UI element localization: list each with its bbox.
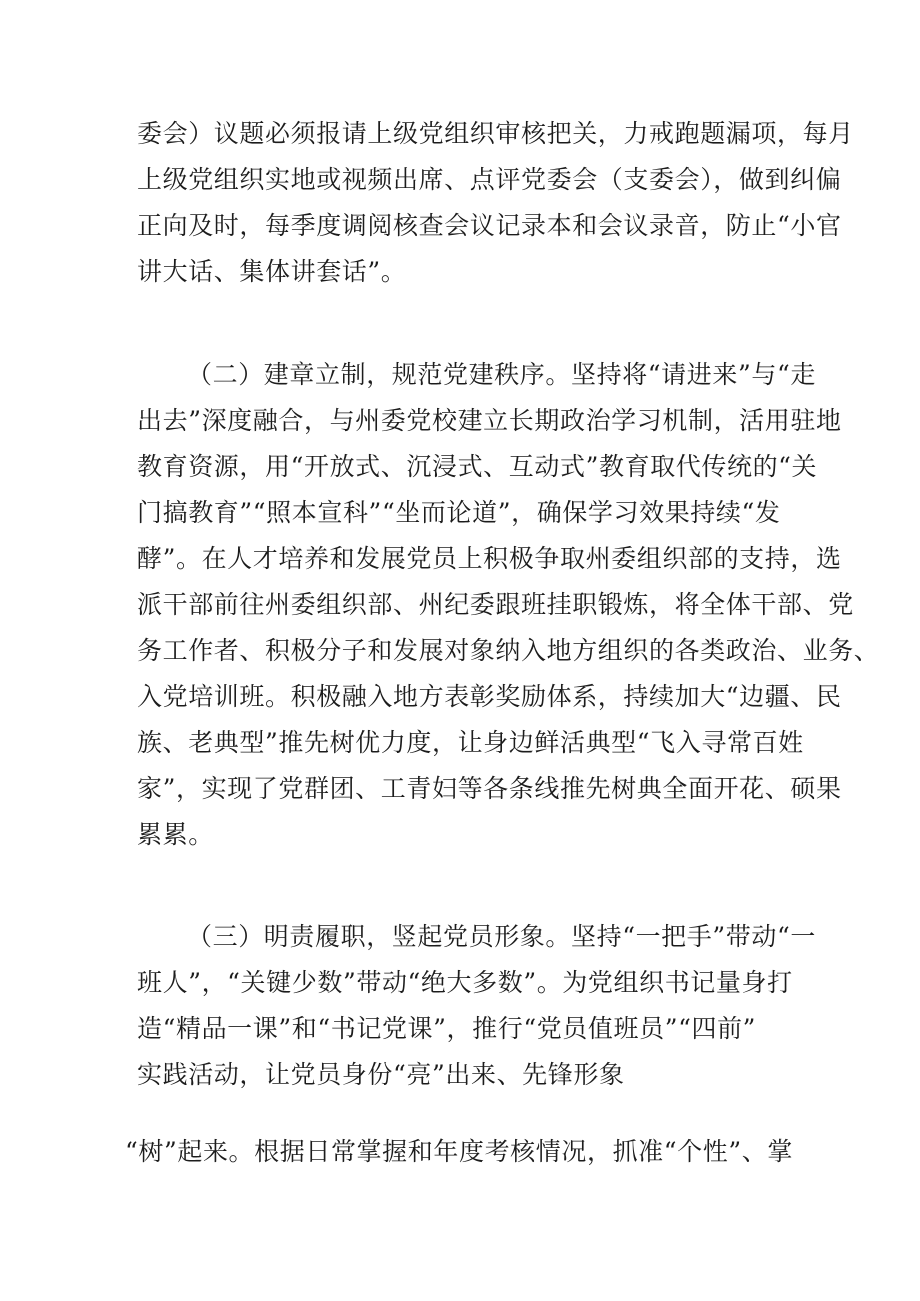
paragraph-1-line-2: 上级党组织实地或视频出席、点评党委会（支委会），做到纠偏: [137, 165, 842, 194]
paragraph-2-line-2: 出去”深度融合，与州委党校建立长期政治学习机制，活用驻地: [137, 406, 842, 435]
paragraph-3-line-3: 造“精品一课”和“书记党课”，推行“党员值班员”“四前”: [137, 1014, 757, 1043]
paragraph-1-line-3: 正向及时，每季度调阅核查会议记录本和会议录音，防止“小官: [137, 211, 842, 240]
paragraph-2-line-11: 累累。: [137, 820, 214, 849]
paragraph-2-line-8: 入党培训班。积极融入地方表彰奖励体系，持续加大“边疆、民: [137, 682, 842, 711]
paragraph-2-line-10: 家”，实现了党群团、工青妇等各条线推先树典全面开花、硕果: [137, 774, 842, 803]
paragraph-2-line-5: 酵”。在人才培养和发展党员上积极争取州委组织部的支持，选: [137, 544, 842, 573]
paragraph-2-line-4: 门搞教育”“照本宣科”“坐而论道”，确保学习效果持续“发: [137, 498, 781, 527]
paragraph-2-line-9: 族、老典型”推先树优力度，让身边鲜活典型“飞入寻常百姓: [137, 728, 804, 757]
paragraph-4-line-1: “树”起来。根据日常掌握和年度考核情况，抓准“个性”、掌: [125, 1137, 793, 1166]
paragraph-2-line-6: 派干部前往州委组织部、州纪委跟班挂职锻炼，将全体干部、党: [137, 590, 854, 619]
paragraph-2-line-3: 教育资源，用“开放式、沉浸式、互动式”教育取代传统的“关: [137, 452, 818, 481]
paragraph-1-line-1: 委会）议题必须报请上级党组织审核把关，力戒跑题漏项，每月: [137, 119, 854, 148]
paragraph-3-line-4: 实践活动，让党员身份“亮”出来、先锋形象: [137, 1060, 625, 1089]
paragraph-3-line-1: （三）明责履职，竖起党员形象。坚持“一把手”带动“一: [187, 922, 816, 951]
paragraph-2-line-1: （二）建章立制，规范党建秩序。坚持将“请进来”与“走: [187, 360, 816, 389]
paragraph-1-line-4: 讲大话、集体讲套话”。: [137, 257, 407, 286]
paragraph-2-line-7: 务工作者、积极分子和发展对象纳入地方组织的各类政治、业务、: [137, 636, 880, 665]
paragraph-3-line-2: 班人”，“关键少数”带动“绝大多数”。为党组织书记量身打: [137, 968, 793, 997]
